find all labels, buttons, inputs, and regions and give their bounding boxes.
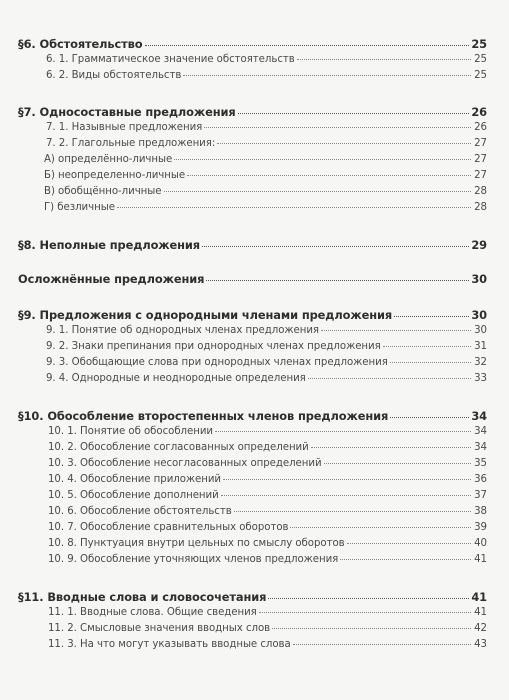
- toc-entry: [46, 121, 487, 135]
- toc-page-number: 32: [474, 357, 487, 368]
- dot-leader: [234, 510, 471, 512]
- toc-entry-title: 6. 1. Грамматическое значение обстоятельств: [46, 54, 295, 65]
- dot-leader: [390, 361, 471, 363]
- toc-entry: [48, 521, 487, 535]
- toc-entry-title: 9. 3. Обобщающие слова при однородных членах предложения: [46, 357, 388, 368]
- toc-page-number: 25: [474, 54, 487, 65]
- toc-entry-title: 10. 7. Обособление сравнительных оборотов: [48, 522, 289, 533]
- toc-entry-title: §11. Вводные слова и словосочетания: [18, 590, 267, 604]
- dot-leader: [347, 542, 471, 544]
- toc-page-number: 28: [474, 186, 487, 197]
- toc-page-number: 30: [471, 272, 487, 286]
- toc-page-number: 34: [474, 442, 487, 453]
- toc-entry-title: 7. 1. Назывные предложения: [46, 122, 203, 133]
- dot-leader: [202, 245, 469, 247]
- dot-leader: [145, 44, 470, 46]
- toc-page-number: 41: [474, 554, 487, 565]
- toc-entry: [48, 489, 487, 503]
- dot-leader: [290, 526, 471, 528]
- toc-section-heading: [18, 590, 487, 604]
- toc-entry: [48, 473, 487, 487]
- toc-section-heading: [18, 272, 487, 286]
- toc-entry: [44, 153, 487, 167]
- toc-page-number: 33: [474, 373, 487, 384]
- toc-page-number: 40: [474, 538, 487, 549]
- toc-page-number: 30: [471, 308, 487, 322]
- toc-entry-title: §6. Обстоятельство: [18, 37, 143, 51]
- toc-entry-title: 9. 1. Понятие об однородных членах предложения: [46, 325, 320, 336]
- toc-entry-title: Б) неопределенно-личные: [44, 170, 186, 181]
- toc-entry-title: 6. 2. Виды обстоятельств: [46, 70, 182, 81]
- toc-entry-title: §7. Односоставные предложения: [18, 105, 236, 119]
- toc-section-heading: [18, 308, 487, 322]
- toc-entry: [44, 169, 487, 183]
- toc-page-number: 25: [474, 70, 487, 81]
- toc-page-number: 43: [474, 639, 487, 650]
- toc-page-number: 31: [474, 341, 487, 352]
- toc-page-number: 35: [474, 458, 487, 469]
- dot-leader: [311, 446, 471, 448]
- toc-entry: [48, 457, 487, 471]
- toc-entry: [44, 201, 487, 215]
- dot-leader: [390, 416, 469, 418]
- toc-page-number: 42: [474, 623, 487, 634]
- toc-entry-title: 11. 2. Смысловые значения вводных слов: [48, 623, 271, 634]
- dot-leader: [340, 558, 471, 560]
- dot-leader: [293, 643, 471, 645]
- toc-entry-title: 11. 3. На что могут указывать вводные слова: [48, 639, 291, 650]
- toc-page-number: 30: [474, 325, 487, 336]
- toc-page-number: 41: [474, 607, 487, 618]
- dot-leader: [272, 627, 471, 629]
- dot-leader: [324, 462, 471, 464]
- dot-leader: [217, 142, 471, 144]
- toc-entry-title: 10. 3. Обособление несогласованных определений: [48, 458, 322, 469]
- toc-entry-title: А) определённо-личные: [44, 154, 173, 165]
- dot-leader: [174, 158, 471, 160]
- dot-leader: [268, 597, 469, 599]
- toc-entry: [44, 185, 487, 199]
- toc-entry-title: 10. 1. Понятие об обособлении: [48, 426, 213, 437]
- toc-entry: [48, 425, 487, 439]
- toc-page-number: 29: [471, 238, 487, 252]
- toc-entry: [48, 537, 487, 551]
- toc-entry-title: В) обобщённо-личные: [44, 186, 162, 197]
- dot-leader: [383, 345, 471, 347]
- toc-entry: [48, 606, 487, 620]
- dot-leader: [204, 126, 471, 128]
- dot-leader: [206, 279, 469, 281]
- dot-leader: [223, 478, 471, 480]
- toc-entry-title: Г) безличные: [44, 202, 115, 213]
- toc-entry: [46, 69, 487, 83]
- dot-leader: [321, 329, 471, 331]
- toc-page-number: 37: [474, 490, 487, 501]
- dot-leader: [221, 494, 471, 496]
- toc-entry-title: 10. 9. Обособление уточняющих членов предложения: [48, 554, 339, 565]
- toc-entry-title: 10. 2. Обособление согласованных определений: [48, 442, 309, 453]
- dot-leader: [394, 315, 469, 317]
- toc-page-number: 25: [471, 37, 487, 51]
- toc-entry: [46, 372, 487, 386]
- toc-entry: [46, 340, 487, 354]
- toc-page-number: 34: [471, 409, 487, 423]
- toc-page-number: 27: [474, 170, 487, 181]
- toc-page-number: 34: [474, 426, 487, 437]
- dot-leader: [215, 430, 471, 432]
- toc-entry: [46, 324, 487, 338]
- toc-page-number: 27: [474, 154, 487, 165]
- toc-entry-title: 10. 4. Обособление приложений: [48, 474, 222, 485]
- toc-entry: [48, 638, 487, 652]
- toc-entry: [48, 505, 487, 519]
- toc-entry-title: §9. Предложения с однородными членами предложения: [18, 308, 393, 322]
- toc-entry-title: 10. 6. Обособление обстоятельств: [48, 506, 232, 517]
- toc-entry: [48, 441, 487, 455]
- toc-entry-title: Осложнённые предложения: [18, 272, 205, 286]
- dot-leader: [238, 112, 470, 114]
- toc-entry: [48, 553, 487, 567]
- toc-page-number: 39: [474, 522, 487, 533]
- toc-entry-title: 11. 1. Вводные слова. Общие сведения: [48, 607, 257, 618]
- dot-leader: [187, 174, 471, 176]
- toc-entry-title: 10. 8. Пунктуация внутри цельных по смыслу оборотов: [48, 538, 345, 549]
- dot-leader: [259, 611, 471, 613]
- toc-section-heading: [18, 37, 487, 51]
- dot-leader: [308, 377, 471, 379]
- toc-page-number: 36: [474, 474, 487, 485]
- toc-page-number: 26: [474, 122, 487, 133]
- toc-entry: [48, 622, 487, 636]
- toc-section-heading: [18, 409, 487, 423]
- toc-entry: [46, 137, 487, 151]
- toc-entry: [46, 356, 487, 370]
- toc-entry-title: 7. 2. Глагольные предложения:: [46, 138, 216, 149]
- toc-page-number: 27: [474, 138, 487, 149]
- toc-entry-title: 9. 2. Знаки препинания при однородных членах предложения: [46, 341, 381, 352]
- toc-entry-title: §10. Обособление второстепенных членов предложения: [18, 409, 389, 423]
- toc-section-heading: [18, 238, 487, 252]
- toc-entry-title: §8. Неполные предложения: [18, 238, 201, 252]
- toc-page-number: 41: [471, 590, 487, 604]
- toc-entry: [46, 53, 487, 67]
- toc-section-heading: [18, 105, 487, 119]
- toc-page-number: 38: [474, 506, 487, 517]
- toc-entry-title: 10. 5. Обособление дополнений: [48, 490, 219, 501]
- dot-leader: [117, 206, 471, 208]
- dot-leader: [164, 190, 472, 192]
- toc-page-number: 26: [471, 105, 487, 119]
- dot-leader: [183, 74, 471, 76]
- toc-page-number: 28: [474, 202, 487, 213]
- dot-leader: [297, 58, 471, 60]
- toc-entry-title: 9. 4. Однородные и неоднородные определения: [46, 373, 306, 384]
